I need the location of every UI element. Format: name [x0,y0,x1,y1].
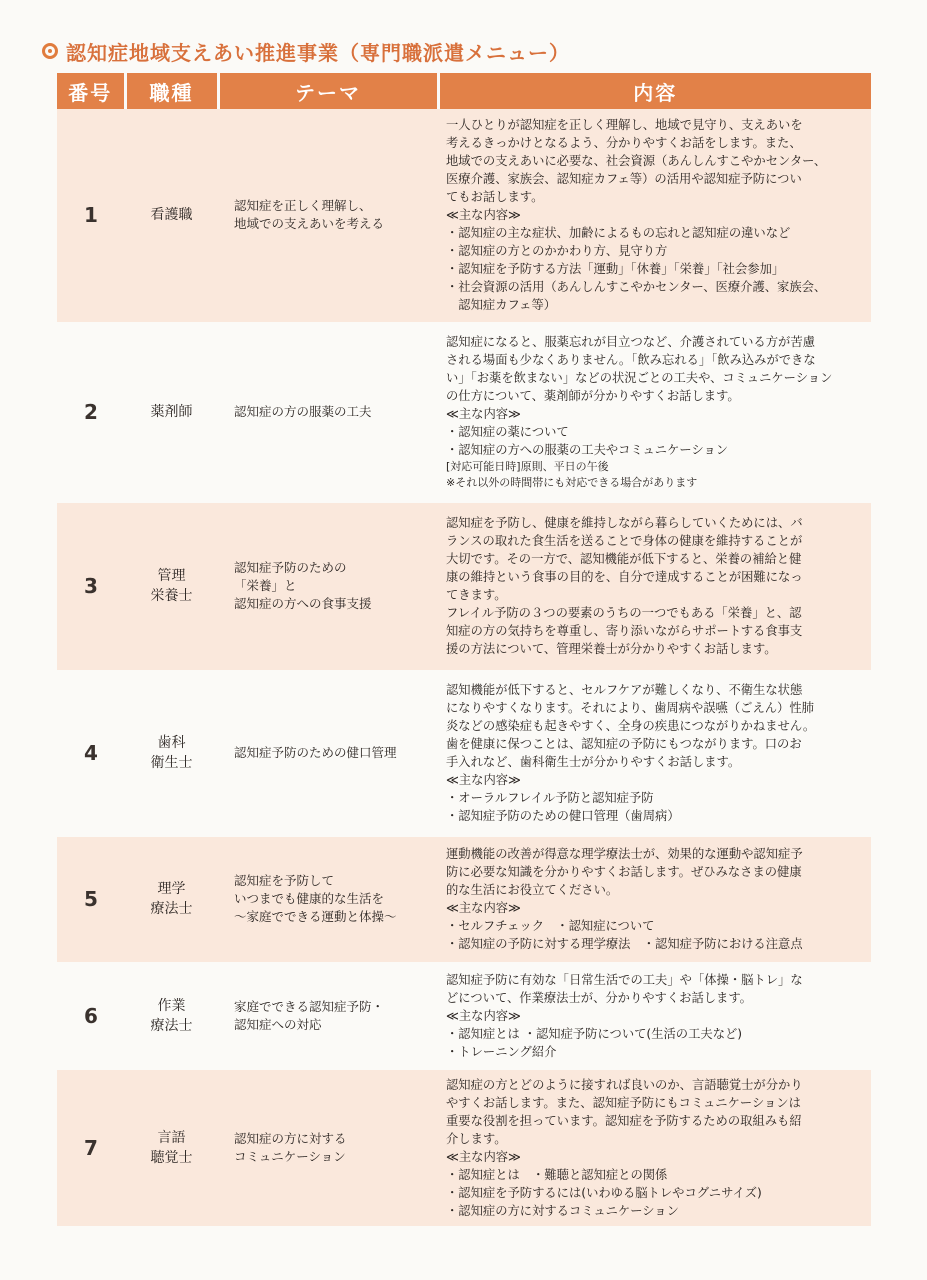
content-line: 知症の方の気持ちを尊重し、寄り添いながらサポートする食事支 [446,624,803,638]
content-line: ・認知症の方に対するコミュニケーション [446,1203,679,1218]
content-line: 重要な役割を担っています。認知症を予防するための取組みも紹 [446,1113,802,1128]
content-line: 歯を健康に保つことは、認知症の予防にもつながります。口のお [446,737,802,751]
theme-line: ～家庭でできる運動と体操～ [234,909,397,924]
content-line: 手入れなど、歯科衛生士が分かりやすくお話します。 [446,755,741,769]
content-line: ≪主な内容≫ [446,208,521,223]
table-row [57,835,871,963]
row-theme [218,1068,438,1227]
header-no: 番号 [57,73,125,109]
note-line: [対応可能日時]原則、平日の午後 [446,460,609,473]
content-line: 援の方法について、管理栄養士が分かりやすくお話します。 [446,642,777,656]
job-line: 看護職 [150,207,193,224]
content-line: てきます。 [446,588,507,602]
content-line: の仕方について、薬剤師が分かりやすくお話します。 [446,389,740,403]
job-line: 聴覚士 [150,1149,193,1166]
content-line: 認知症になると、服薬忘れが目立つなど、介護されている方が苦慮 [446,335,815,349]
row-number: 6 [57,963,125,1068]
content-line: 的な生活にお役立てください。 [446,883,619,897]
theme-line: 認知症の方への食事支援 [234,596,372,611]
header-content: 内容 [438,73,871,109]
table-row [57,963,871,1068]
content-line: ・認知症の主な症状、加齢によるもの忘れと認知症の違いなど [446,226,791,241]
content-line: になりやすくなります。それにより、歯周病や誤嚥（ごえん）性肺 [446,701,814,715]
content-line: 大切です。その一方で、認知機能が低下すると、栄養の補給と健 [446,552,802,566]
content-line: ・認知症の予防に対する理学療法 ・認知症予防における注意点 [446,937,803,951]
table-header-row [57,73,871,109]
content-line: てもお話します。 [446,190,544,205]
row-job [125,109,218,323]
table-row [57,671,871,835]
content-line: ・認知症を予防する方法「運動」「休養」「栄養」「社会参加」 [446,262,785,277]
row-theme [218,671,438,835]
content-line: ・セルフチェック ・認知症について [446,919,655,933]
section-title-text: 認知症地域支えあい推進事業（専門職派遣メニュー） [66,40,570,65]
content-line: やすくお話します。また、認知症予防にもコミュニケーションは [446,1095,801,1110]
content-line: どについて、作業療法士が、分かりやすくお話します。 [446,990,752,1005]
row-content [438,501,871,671]
content-line: ・認知症を予防するには(いわゆる脳トレやコグニサイズ) [446,1185,762,1200]
row-job [125,501,218,671]
row-content [438,963,871,1068]
table-body [57,109,871,1227]
row-job [125,671,218,835]
row-job [125,323,218,501]
row-theme [218,501,438,671]
content-line: ・認知症とは ・認知症予防について(生活の工夫など) [446,1026,743,1041]
content-line: ≪主な内容≫ [446,901,521,915]
header-job: 職種 [125,73,218,109]
content-line: ≪主な内容≫ [446,773,521,787]
job-line: 作業 [157,997,186,1014]
row-theme [218,963,438,1068]
content-line: 一人ひとりが認知症を正しく理解し、地域で見守り、支えあいを [446,118,803,133]
row-content [438,109,871,323]
content-line: ≪主な内容≫ [446,407,521,421]
row-number: 1 [57,109,125,323]
theme-line: 認知症を予防して [234,873,335,888]
row-theme [218,835,438,963]
row-number: 3 [57,501,125,671]
theme-line: 認知症への対応 [234,1016,322,1032]
content-line: ・認知症の方とのかかわり方、見守り方 [446,244,668,259]
job-line: 衛生士 [150,755,193,771]
content-line: ・トレーニング紹介 [446,1044,557,1059]
job-line: 管理 [157,568,186,584]
staff-dispatch-table [57,73,871,1229]
section-title [42,35,570,67]
row-number: 4 [57,671,125,835]
job-line: 言語 [157,1129,186,1146]
theme-line: いつまでも健康的な生活を [234,891,385,906]
table-row [57,109,871,323]
content-line: ≪主な内容≫ [446,1008,521,1023]
content-line: 康の維持という食事の目的を、自分で達成することが困難になっ [446,570,803,584]
content-line: 地域での支えあいに必要な、社会資源（あんしんすこやかセンター、 [446,154,827,169]
row-number: 5 [57,835,125,963]
job-line: 歯科 [157,735,186,751]
theme-line: 家庭でできる認知症予防・ [234,998,385,1014]
row-content [438,323,871,501]
content-line: 認知症カフェ等） [446,298,557,313]
theme-line: 地域での支えあいを考える [234,216,385,232]
theme-line: 認知症の方の服薬の工夫 [234,404,372,419]
content-line: 考えるきっかけとなるよう、分かりやすくお話をします。また、 [446,136,802,151]
row-job [125,835,218,963]
theme-line: 認知症予防のための健口管理 [234,745,397,760]
row-job [125,1068,218,1227]
job-line: 療法士 [150,901,193,917]
content-line: ・認知症予防のための健口管理（歯周病） [446,809,680,823]
table-row [57,323,871,501]
row-number: 7 [57,1068,125,1227]
content-line: 防に必要な知識を分かりやすくお話します。ぜひみなさまの健康 [446,865,802,879]
content-line: ・認知症の方への服薬の工夫やコミュニケーション [446,443,729,457]
row-content [438,835,871,963]
content-line: 認知症予防に有効な「日常生活での工夫」や「体操・脳トレ」な [446,972,803,987]
content-line: 認知症を予防し、健康を維持しながら暮らしていくためには、バ [446,516,803,530]
row-number: 2 [57,323,125,501]
content-line: ・認知症とは ・難聴と認知症との関係 [446,1167,668,1182]
content-line: ≪主な内容≫ [446,1149,521,1164]
note-line: ※それ以外の時間帯にも対応できる場合があります [446,476,698,489]
content-line: ・オーラルフレイル予防と認知症予防 [446,791,654,805]
content-line: 認知機能が低下すると、セルフケアが難しくなり、不衛生な状態 [446,683,803,697]
theme-line: 「栄養」と [234,578,297,593]
content-line: ・社会資源の活用（あんしんすこやかセンター、医療介護、家族会、 [446,280,827,295]
theme-line: コミュニケーション [234,1148,346,1164]
job-line: 療法士 [150,1017,193,1034]
table-row [57,1068,871,1227]
content-line: 医療介護、家族会、認知症カフェ等）の活用や認知症予防につい [446,172,802,187]
theme-line: 認知症予防のための [234,560,347,575]
theme-line: 認知症を正しく理解し、 [234,198,372,214]
table-row [57,501,871,671]
row-theme [218,109,438,323]
row-job [125,963,218,1068]
content-line: フレイル予防の３つの要素のうちの一つでもある「栄養」と、認 [446,606,802,620]
content-line: い」「お薬を飲まない」などの状況ごとの工夫や、コミュニケーション [446,371,833,385]
content-line: ・認知症の薬について [446,425,569,439]
job-line: 理学 [157,881,186,897]
content-line: 運動機能の改善が得意な理学療法士が、効果的な運動や認知症予 [446,847,803,861]
content-line: される場面も少なくありません。「飲み忘れる」「飲み込みができな [446,353,816,367]
header-theme: テーマ [218,73,438,109]
row-content [438,1068,871,1227]
content-line: 炎などの感染症も起きやすく、全身の疾患につながりかねません。 [446,719,816,733]
content-line: 介します。 [446,1131,507,1146]
content-line: ランスの取れた食生活を送ることで身体の健康を維持することが [446,534,803,548]
row-content [438,671,871,835]
row-theme [218,323,438,501]
content-line: 認知症の方とどのように接すれば良いのか、言語聴覚士が分かり [446,1077,803,1092]
theme-line: 認知症の方に対する [234,1130,347,1146]
job-line: 薬剤師 [150,404,193,420]
bullet-circle-icon [42,43,58,59]
job-line: 栄養士 [150,588,193,604]
